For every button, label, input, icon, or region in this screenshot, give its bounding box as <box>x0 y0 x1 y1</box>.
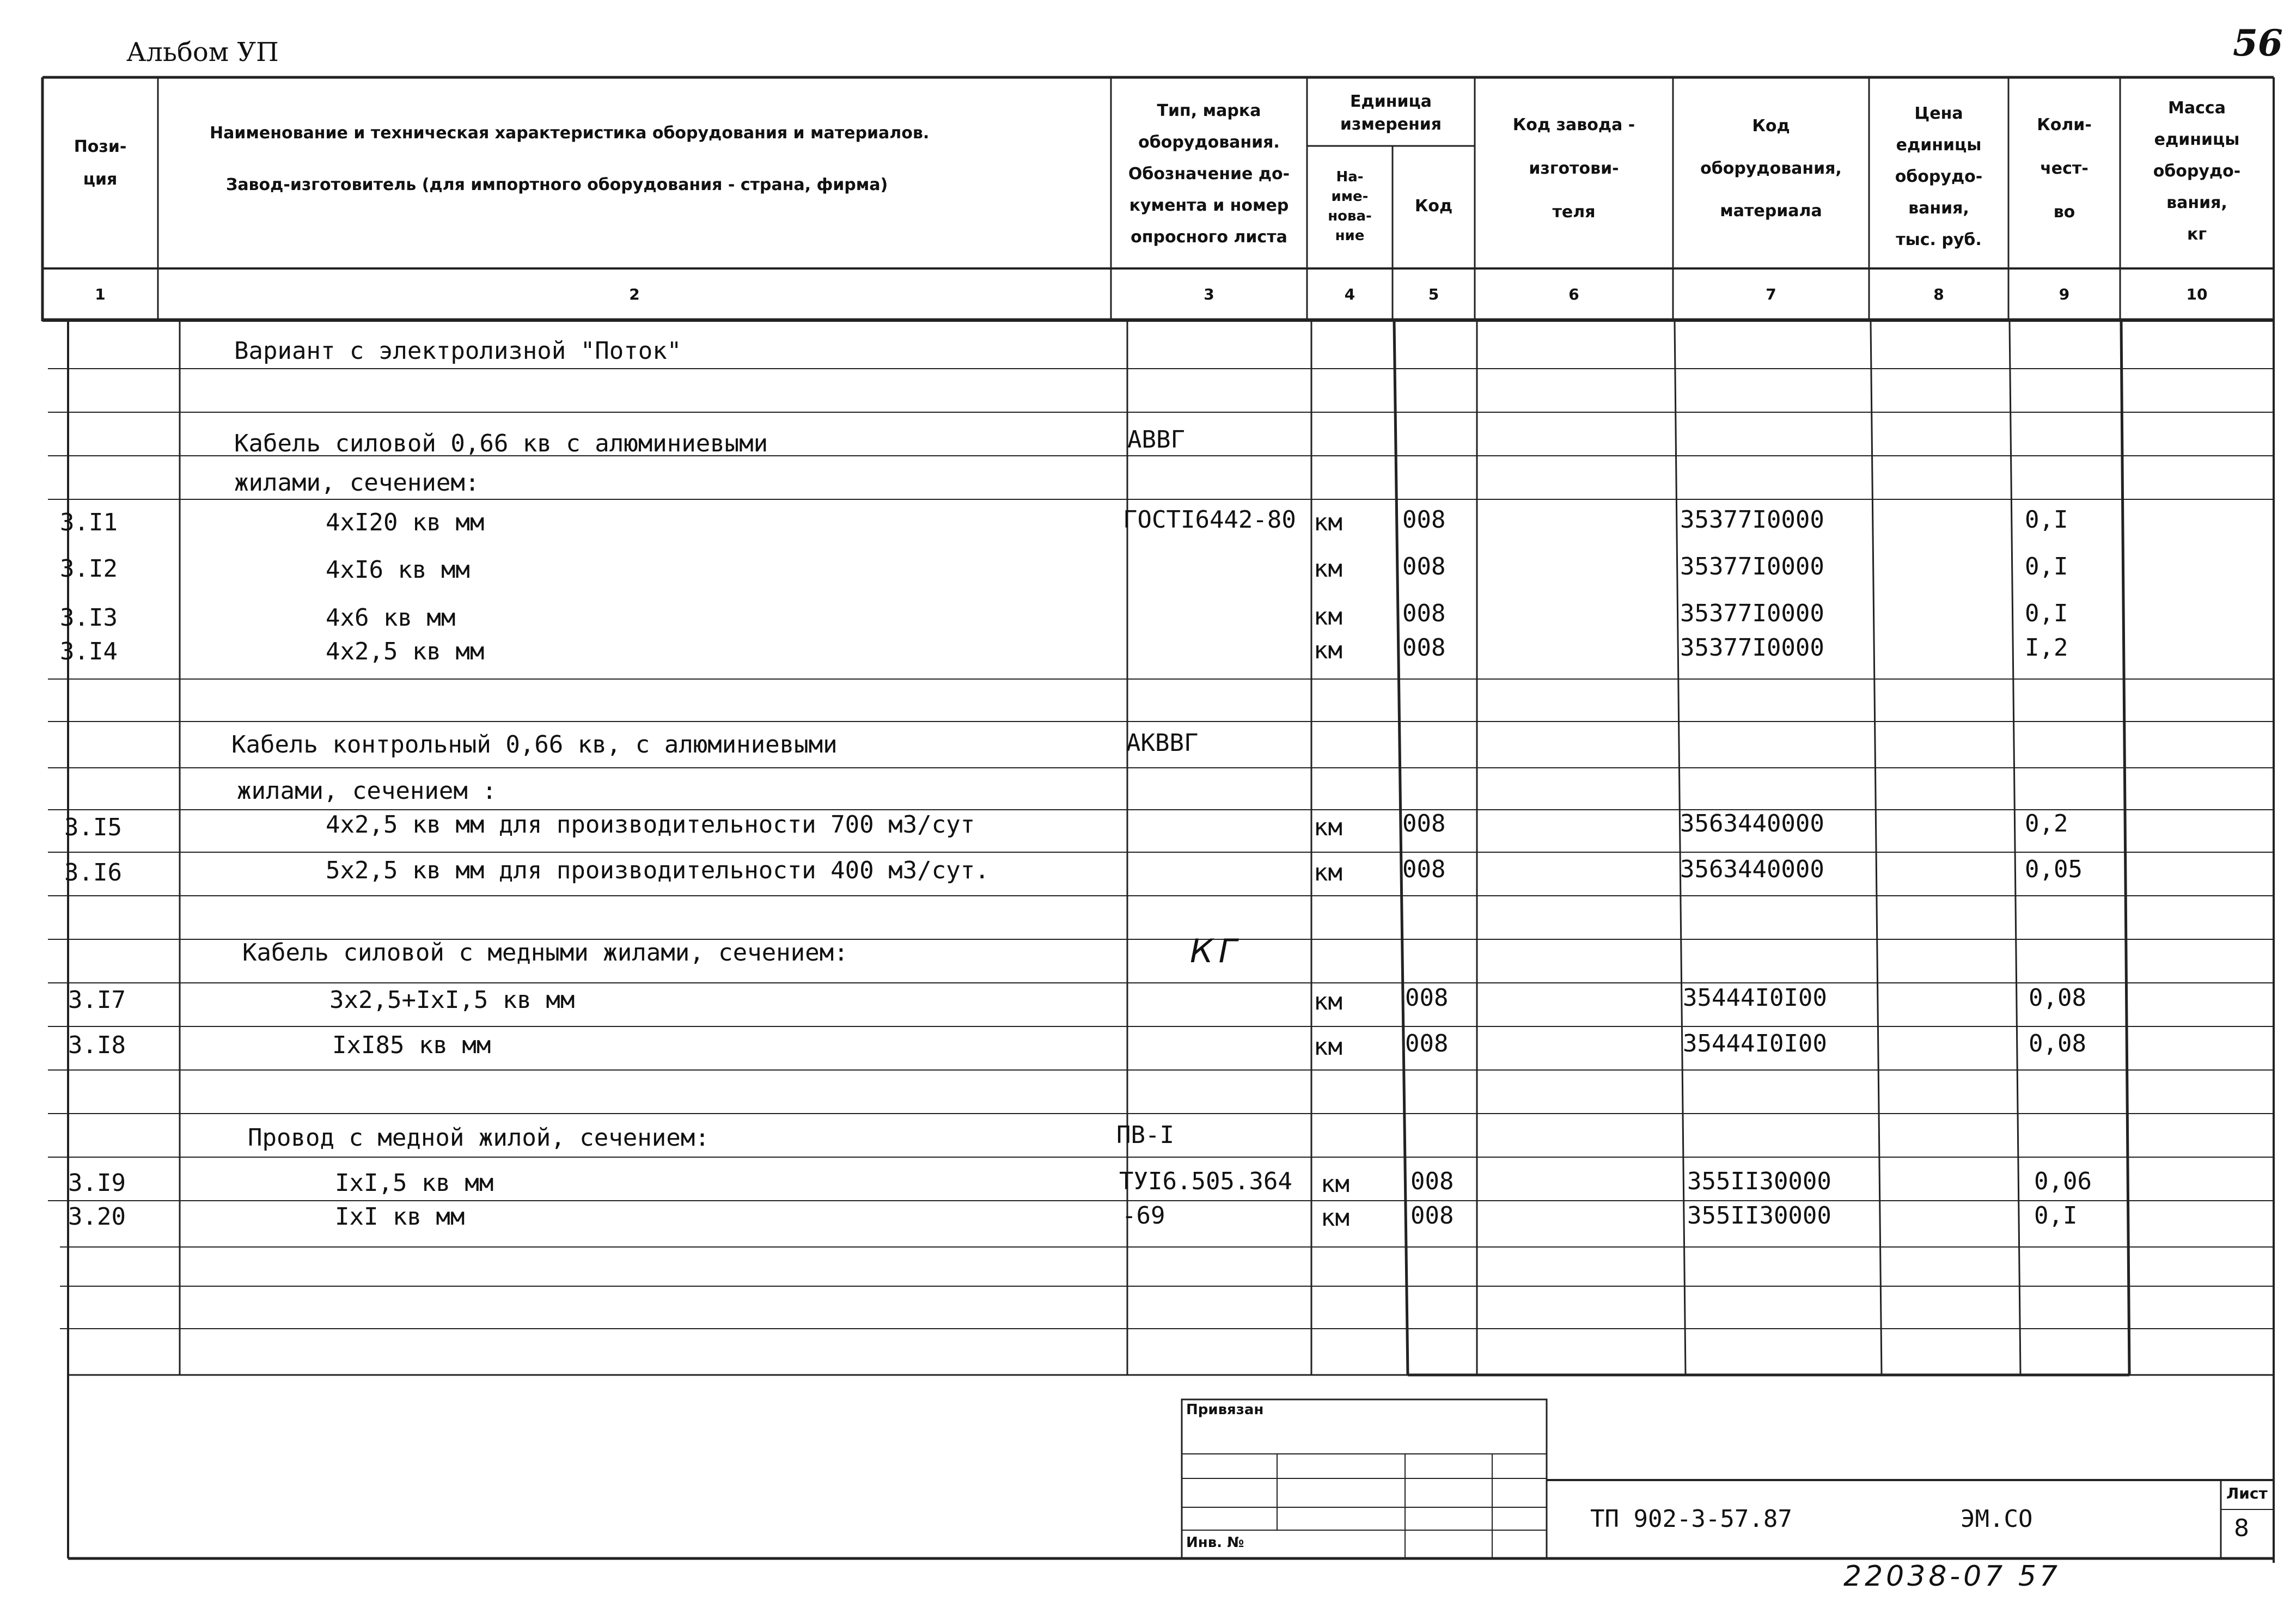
row-unit-code: 008 <box>1402 506 1446 534</box>
row-name: 4х6 кв мм <box>326 604 456 632</box>
row-name: 4хI20 кв мм <box>326 509 485 536</box>
stamp-privyazan: Привязан <box>1186 1402 1264 1418</box>
column-number-8: 8 <box>1933 285 1944 303</box>
row-position: 3.I4 <box>60 638 118 665</box>
row-unit: км <box>1314 1033 1342 1061</box>
row-unit-code: 008 <box>1402 810 1446 837</box>
row-quantity: 0,08 <box>2029 1030 2086 1057</box>
row-type: ТУI6.505.364 <box>1119 1167 1292 1195</box>
row-unit-code: 008 <box>1402 634 1446 662</box>
row-name: IхI,5 кв мм <box>335 1169 494 1197</box>
footer-number: 22038-07 57 <box>1843 1560 2061 1593</box>
row-position: 3.I9 <box>68 1169 126 1197</box>
row-quantity: 0,I <box>2025 553 2068 580</box>
row-unit-code: 008 <box>1410 1167 1454 1195</box>
row-position: 3.I2 <box>60 555 118 583</box>
column-number-2: 2 <box>629 285 640 303</box>
header-unit-code: Код <box>1414 197 1453 216</box>
row-equipment-code: 3563440000 <box>1680 855 1824 883</box>
row-name: 4хI6 кв мм <box>326 556 470 584</box>
row-equipment-code: 35377I0000 <box>1680 553 1824 580</box>
album-title: Альбом УП <box>126 37 279 68</box>
column-number-10: 10 <box>2186 285 2208 303</box>
row-position: 3.I3 <box>60 604 118 632</box>
row-name: Кабель силовой с медными жилами, сечением: <box>242 939 848 967</box>
row-equipment-code: 35444I0I00 <box>1683 1030 1827 1057</box>
row-name: IхI кв мм <box>335 1203 465 1231</box>
row-unit-code: 008 <box>1405 984 1449 1012</box>
row-equipment-code: 35444I0I00 <box>1683 984 1827 1012</box>
row-equipment-code: 355II30000 <box>1687 1202 1831 1230</box>
row-equipment-code: 35377I0000 <box>1680 634 1824 662</box>
sheet-number: 8 <box>2234 1514 2249 1542</box>
document-suffix: ЭМ.СО <box>1961 1505 2033 1533</box>
row-type: ПВ-I <box>1116 1121 1174 1149</box>
row-quantity: 0,I <box>2025 600 2068 627</box>
row-unit: км <box>1314 555 1342 583</box>
row-name: Провод с медной жилой, сечением: <box>248 1124 710 1152</box>
stamp-inventory-number: Инв. № <box>1186 1534 1244 1551</box>
row-name: Кабель контрольный 0,66 кв, с алюминиевыми <box>231 731 838 759</box>
handwritten-type-mark: КГ <box>1190 932 1243 970</box>
row-quantity: I,2 <box>2025 634 2068 662</box>
column-number-5: 5 <box>1428 285 1439 303</box>
row-position: 3.I6 <box>64 859 122 887</box>
row-unit: км <box>1321 1170 1349 1198</box>
row-name: жилами, сечением : <box>237 777 497 805</box>
row-unit: км <box>1314 814 1342 841</box>
header-mass: Масса единицы оборудо- вания, кг <box>2153 99 2241 244</box>
column-number-1: 1 <box>95 285 106 303</box>
row-quantity: 0,08 <box>2029 984 2086 1012</box>
header-name-line2: Завод-изготовитель (для импортного оборудования - страна, фирма) <box>226 175 888 194</box>
page-number: 56 <box>2233 22 2283 64</box>
row-unit-code: 008 <box>1402 553 1446 580</box>
row-name: 4х2,5 кв мм для производительности 700 м3/сут <box>326 811 975 839</box>
header-quantity: Коли- чест- во <box>2037 115 2092 222</box>
row-name: Вариант с электролизной "Поток" <box>234 337 682 365</box>
row-type: ГОСТI6442-80 <box>1123 506 1296 534</box>
header-position: Пози- ция <box>74 137 127 189</box>
header-equipment-code: Код оборудования, материала <box>1700 117 1842 221</box>
row-name: 3х2,5+IхI,5 кв мм <box>329 986 575 1014</box>
row-quantity: 0,I <box>2025 506 2068 534</box>
row-equipment-code: 3563440000 <box>1680 810 1824 837</box>
row-position: 3.I5 <box>64 814 122 841</box>
row-unit: км <box>1321 1204 1349 1232</box>
row-quantity: 0,I <box>2034 1202 2078 1230</box>
document-code: ТП 902-3-57.87 <box>1590 1505 1792 1533</box>
row-position: 3.I1 <box>60 509 118 536</box>
header-type-mark: Тип, марка оборудования. Обозначение до- кумента и номер опросного листа <box>1128 101 1290 247</box>
row-type: АВВГ <box>1127 426 1185 454</box>
row-quantity: 0,06 <box>2034 1167 2092 1195</box>
row-type: -69 <box>1122 1202 1165 1230</box>
header-name-line1: Наименование и техническая характеристика оборудования и материалов. <box>210 124 930 143</box>
row-unit-code: 008 <box>1402 855 1446 883</box>
row-quantity: 0,05 <box>2025 855 2083 883</box>
row-unit-code: 008 <box>1410 1202 1454 1230</box>
row-quantity: 0,2 <box>2025 810 2068 837</box>
sheet-label: Лист <box>2226 1484 2268 1502</box>
header-unit-name: На- име- нова- ние <box>1328 169 1372 244</box>
row-name: 5х2,5 кв мм для производительности 400 м3/сут. <box>326 857 990 884</box>
row-unit: км <box>1314 637 1342 664</box>
row-equipment-code: 355II30000 <box>1687 1167 1831 1195</box>
row-equipment-code: 35377I0000 <box>1680 600 1824 627</box>
row-name: 4х2,5 кв мм <box>326 638 485 665</box>
header-unit: Единица измерения <box>1340 91 1442 134</box>
column-number-3: 3 <box>1204 285 1214 303</box>
column-number-9: 9 <box>2059 285 2070 303</box>
header-price: Цена единицы оборудо- вания, тыс. руб. <box>1895 104 1983 249</box>
row-unit: км <box>1314 603 1342 631</box>
row-name: жилами, сечением: <box>234 469 480 497</box>
row-unit-code: 008 <box>1405 1030 1449 1057</box>
row-position: 3.I8 <box>68 1031 126 1059</box>
column-number-4: 4 <box>1344 285 1355 303</box>
row-position: 3.20 <box>68 1203 126 1231</box>
header-factory-code: Код завода - изготови- теля <box>1512 115 1635 222</box>
row-unit: км <box>1314 988 1342 1016</box>
row-name: IхI85 кв мм <box>332 1031 491 1059</box>
row-equipment-code: 35377I0000 <box>1680 506 1824 534</box>
row-unit-code: 008 <box>1402 600 1446 627</box>
row-unit: км <box>1314 509 1342 536</box>
column-number-6: 6 <box>1568 285 1579 303</box>
column-number-7: 7 <box>1766 285 1776 303</box>
row-unit: км <box>1314 859 1342 887</box>
row-type: АКВВГ <box>1126 729 1199 757</box>
row-position: 3.I7 <box>68 986 126 1014</box>
row-name: Кабель силовой 0,66 кв с алюминиевыми <box>234 430 768 457</box>
